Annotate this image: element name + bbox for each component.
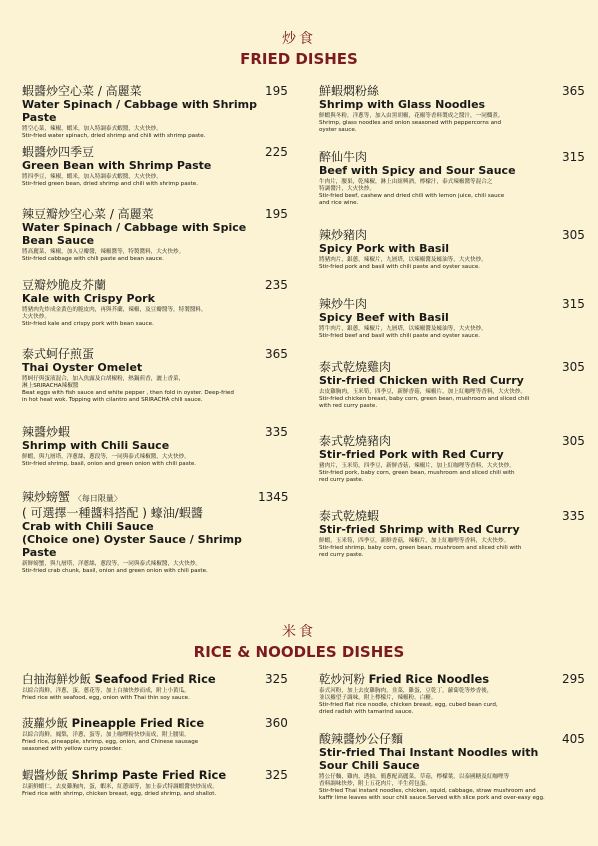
menu-item [319, 732, 559, 802]
item-description-line: Stir-fried crab chunk, basil, onion and green onion with chili paste. [22, 568, 208, 574]
item-name-en: Shrimp with Chili Sauce [22, 439, 170, 452]
item-description-line: 將公仔麵，雞肉，透抽，簡蔥配高麗菜，草菇，檸檬葉，以泰國糖及紅咖哩等 [319, 774, 510, 780]
item-name-zh [22, 84, 272, 98]
item-description-line: Stir-fried water spinach, dried shrimp and chili with shrimp paste. [22, 133, 206, 139]
menu-item [22, 84, 272, 140]
item-name-zh-text: 泰式乾燒蝦 [319, 509, 380, 523]
item-description [319, 179, 559, 207]
item-name-zh [22, 347, 272, 361]
item-name-en: Fried Rice Noodles [368, 672, 490, 686]
item-name-zh-text: 蝦醬炒四季豆 [22, 145, 95, 159]
item-title [22, 768, 272, 782]
item-description [22, 784, 272, 798]
fried-title-zh: 炒食 [282, 31, 316, 47]
item-description-line: oyster sauce. [319, 127, 357, 133]
rice-title-en: RICE & NOODLES DISHES [193, 643, 405, 661]
item-description-line: 以綜合海鮮，鳳梨，洋蔥，蛋等，加上咖哩粉快炒而成，附上腰果。 [22, 732, 190, 738]
item-name-zh-text: 蝦醬炒空心菜 / 高麗菜 [22, 84, 142, 98]
menu-item [319, 509, 559, 559]
item-description-line: Shrimp, glass noodles and onion seasoned with peppercorns and [319, 120, 502, 126]
item-name-zh-text: 辣炒豬肉 [319, 228, 368, 242]
item-description-line: red curry paste. [319, 552, 364, 558]
item-title [22, 672, 272, 686]
item-description-line: 將豬肉先炸成金黃色的脆皮肉，再與芥蘭，辣椒，及豆瓣醬等，特製醬料， [22, 307, 207, 313]
item-name-zh: 菠蘿炒飯 [22, 716, 68, 730]
menu-item [22, 490, 272, 575]
item-name-zh-text: 辣炒螃蟹 [22, 490, 71, 504]
item-description-line: kaffir lime leaves with sour chili sauce.Served with slice pork and over-easy egg. [319, 795, 545, 801]
item-price: 325 [265, 672, 288, 686]
item-name-zh [22, 425, 272, 439]
item-name-en: Water Spinach / Cabbage with Spice [22, 221, 247, 234]
item-description-line: Stir-fried beef and basil with chili paste and oyster sauce. [319, 333, 480, 339]
item-description [319, 389, 559, 410]
rice-section-title [0, 624, 598, 661]
menu-item [22, 145, 272, 188]
item-description [22, 454, 272, 468]
item-name-zh [22, 278, 272, 292]
item-price: 405 [562, 732, 585, 746]
menu-item [22, 425, 272, 468]
item-name-en: Bean Sauce [22, 234, 95, 247]
item-name-en: Stir-fried Chicken with Red Curry [319, 374, 524, 387]
item-description-line: 並以羅望子調味，附上檸檬片，辣椒粉，白糖。 [319, 695, 437, 701]
menu-item [22, 347, 272, 404]
item-name-zh [319, 297, 559, 311]
item-price: 235 [265, 278, 288, 292]
item-description [22, 126, 272, 140]
item-description-line: Fried rice with shrimp, chicken breast, egg, dried shrimp, and shallot. [22, 791, 217, 797]
item-description-line: Stir-fried pork, baby corn, green bean, mushroom and sliced chili with [319, 470, 515, 476]
item-name-en: Pineapple Fried Rice [71, 716, 205, 730]
item-name-en: Sour Chili Sauce [319, 759, 420, 772]
item-description-line: and rice wine. [319, 200, 359, 206]
item-description [22, 249, 272, 263]
item-name-en: Green Bean with Shrimp Paste [22, 159, 212, 172]
item-description [319, 774, 559, 802]
menu-item [22, 768, 272, 798]
item-description-line: Fried rice, pineapple, shrimp, egg, onion, and Chinese sausage [22, 739, 199, 745]
item-description-line: Beat eggs with fish sauce and white pepper , then fold in oyster. Deep-fried [22, 390, 234, 396]
item-description-line: 將牛肉片，銀蔥，辣椒片，九層塔，以辣椒醬及蠔油等，大火快炒。 [319, 326, 487, 332]
item-description-line: Stir-fried cabbage with chili paste and bean sauce. [22, 256, 164, 262]
item-description-line: Stir-fried beef, cashew and dried chili with lemon juice, chili sauce [319, 193, 505, 199]
item-name-en: Kale with Crispy Pork [22, 292, 155, 305]
item-description-line: 將四季豆，辣椒，蝦米，加入特調泰式蝦醬，大火快炒。 [22, 174, 162, 180]
item-name-zh-text: 辣炒牛肉 [319, 297, 368, 311]
item-name-zh [319, 150, 559, 164]
item-description [22, 307, 272, 328]
item-name-zh [319, 84, 559, 98]
menu-item [319, 434, 559, 484]
item-description-line: 以綜合海鮮，洋蔥，蛋，蔥花等，加上白抽快炒而成，附上小黃瓜。 [22, 688, 190, 694]
item-description-line: Stir-fried shrimp, basil, onion and green onion with chili paste. [22, 461, 197, 467]
item-price: 225 [265, 145, 288, 159]
item-description [319, 257, 559, 271]
menu-item [22, 207, 272, 263]
item-name-en: Stir-fried Thai Instant Noodles with [319, 746, 539, 759]
item-description-line: 將高麗菜，辣椒，加入豆瓣醬，辣椒醬等，特製醬料，大火快炒。 [22, 249, 185, 255]
item-price: 1345 [258, 490, 289, 504]
item-price: 195 [265, 84, 288, 98]
item-description-line: 鮮蝦，與九層塔，洋蔥絲，蔥段等，一同與泰式辣椒醬，大火快炒。 [22, 454, 190, 460]
item-description-line: 鮮蝦，玉米筍，四季豆，新鮮香菇，辣椒片，加上紅咖哩等香料，大火快炒。 [319, 538, 510, 544]
menu-item [22, 716, 272, 753]
item-price: 295 [562, 672, 585, 686]
item-description-line: Stir-fried shrimp, baby corn, green bean, mushroom and sliced chili with [319, 545, 522, 551]
item-description [22, 561, 272, 575]
item-description-line: dried radish with tamarind sauce. [319, 709, 414, 715]
fried-section-title [0, 31, 598, 68]
item-name-en: Stir-fried Pork with Red Curry [319, 448, 504, 461]
item-name-en: Shrimp with Glass Noodles [319, 98, 486, 111]
item-description-line: red curry paste. [319, 477, 364, 483]
item-name-en: Seafood Fried Rice [94, 672, 216, 686]
item-name-en: Thai Oyster Omelet [22, 361, 143, 374]
item-description-line: 新鮮螃蟹，與九層塔，洋蔥絲，蔥段等，一同與泰式辣椒醬，大火快炒。 [22, 561, 202, 567]
item-description-line: 將蚵仔與蛋液混合，加入魚露及白胡椒粉，熱鍋煎香，灑上香菜， [22, 376, 185, 382]
item-name-zh-text: 泰式乾燒豬肉 [319, 434, 392, 448]
item-price: 305 [562, 434, 585, 448]
item-description-line: 特調醬汁，大火快炒。 [319, 186, 375, 192]
item-description-line: 鮮蝦與冬粉，洋蔥等，加入由黑胡椒，花椒等香料製成之醬汁，一同燜煮。 [319, 113, 504, 119]
item-description-line: 去皮雞胸肉，玉米筍，四季豆，新鮮香菇，辣椒片，加上紅咖哩等香料，大火快炒。 [319, 389, 526, 395]
item-description [22, 688, 272, 702]
item-price: 305 [562, 360, 585, 374]
item-description [319, 463, 559, 484]
item-description-line: Stir-fried flat rice noodle, chicken breast, egg, cubed bean curd, [319, 702, 498, 708]
item-name-zh [22, 207, 272, 221]
menu-item [319, 150, 559, 207]
item-name-zh [319, 360, 559, 374]
item-name-zh-text: 泰式蚵仔煎蛋 [22, 347, 95, 361]
item-description-line: 將豬肉片，銀蔥，辣椒片，九層塔，以辣椒醬及蠔油等，大火快炒。 [319, 257, 487, 263]
item-description-line: Stir-fried Thai instant noodles, chicken, squid, cabbage, straw mushroom and [319, 788, 536, 794]
item-description [319, 326, 559, 340]
item-description-line: 大火快炒。 [22, 314, 50, 320]
item-name-en: Spicy Beef with Basil [319, 311, 449, 324]
item-description-line: 豬肉片，玉米筍，四季豆，新鮮香菇，辣椒片，加上紅咖哩等香料，大火快炒。 [319, 463, 515, 469]
item-description [22, 376, 272, 404]
item-description [319, 688, 559, 716]
item-name-en: Water Spinach / Cabbage with Shrimp Paste [22, 98, 257, 124]
item-title [319, 672, 559, 686]
item-description-line: Stir-fried pork and basil with chili paste and oyster sauce. [319, 264, 481, 270]
item-price: 335 [265, 425, 288, 439]
item-description-line: 香料調味快炒，附上五花肉片，半生荷包蛋。 [319, 781, 431, 787]
item-description-line: Stir-fried kale and crispy pork with bean sauce. [22, 321, 154, 327]
menu-item [22, 278, 272, 328]
item-note: 〈每日限量〉 [73, 494, 122, 503]
item-price: 365 [562, 84, 585, 98]
menu-item [319, 84, 559, 134]
item-name-zh: 乾炒河粉 [319, 672, 365, 686]
item-description-line: 淋上SRIRACHA辣椒醬 [22, 383, 79, 389]
item-description-line: Stir-fried chicken breast, baby corn, green bean, mushroom and sliced chili [319, 396, 530, 402]
menu-item [319, 672, 559, 716]
item-name-zh: 白抽海鮮炒飯 [22, 672, 91, 686]
item-description-line: 以新鮮蝦仁，去皮雞胸肉，蛋，蝦米，紅蔥頭等，加上泰式特調蝦醬快炒而成。 [22, 784, 218, 790]
item-name-en: Stir-fried Shrimp with Red Curry [319, 523, 520, 536]
item-title [22, 716, 272, 730]
menu-item [22, 672, 272, 702]
item-description-line: Stir-fried green bean, dried shrimp and chili with shrimp paste. [22, 181, 198, 187]
fried-title-en: FRIED DISHES [240, 50, 358, 68]
item-name-zh [319, 509, 559, 523]
item-description-line: 泰式河粉，加上去皮雞胸肉，韭菜，雞蛋，豆乾丁，蘿蔔乾等炒香後， [319, 688, 493, 694]
menu-item [319, 228, 559, 271]
item-name-zh-line2: ( 可選擇一種醬料搭配 ) 蠔油/蝦醬 [22, 506, 203, 520]
item-description [319, 538, 559, 559]
item-price: 195 [265, 207, 288, 221]
item-name-zh-text: 酸辣醬炒公仔麵 [319, 732, 404, 746]
item-description [22, 174, 272, 188]
item-description-line: 將空心菜，辣椒，蝦米，加入特調泰式蝦醬，大火快炒。 [22, 126, 162, 132]
item-name-zh-text: 鮮蝦燜粉絲 [319, 84, 380, 98]
item-price: 305 [562, 228, 585, 242]
item-name-zh [22, 145, 272, 159]
item-name-zh-text: 泰式乾燒雞肉 [319, 360, 392, 374]
item-name-zh [319, 228, 559, 242]
item-price: 335 [562, 509, 585, 523]
item-price: 360 [265, 716, 288, 730]
item-description-line: with red curry paste. [319, 403, 378, 409]
rice-title-zh: 米食 [282, 624, 316, 640]
item-name-zh: 蝦醬炒飯 [22, 768, 68, 782]
item-name-en: Beef with Spicy and Sour Sauce [319, 164, 516, 177]
menu-item [319, 297, 559, 340]
menu-item [319, 360, 559, 410]
item-description-line: in hot heat wok. Topping with cilantro and SRIRACHA chili sauce. [22, 397, 203, 403]
item-name-en: Crab with Chili Sauce [22, 520, 154, 533]
item-description [319, 113, 559, 134]
item-name-zh-text: 辣醬炒蝦 [22, 425, 71, 439]
item-name-zh-text: 豆瓣炒脆皮芥蘭 [22, 278, 107, 292]
item-name-zh [319, 732, 559, 746]
item-price: 325 [265, 768, 288, 782]
item-name-zh [22, 490, 272, 506]
item-description-line: seasoned with yellow curry powder. [22, 746, 123, 752]
item-name-en: Spicy Pork with Basil [319, 242, 450, 255]
item-name-en: Shrimp Paste Fried Rice [71, 768, 227, 782]
item-name-zh-text: 醉仙牛肉 [319, 150, 368, 164]
item-description [22, 732, 272, 753]
item-description-line: 牛肉片，腰果，乾辣椒，淋上由紐興酒，檸檬汁，泰式辣椒醬等混合之 [319, 179, 493, 185]
item-name-zh-text: 辣豆瓣炒空心菜 / 高麗菜 [22, 207, 154, 221]
item-price: 315 [562, 150, 585, 164]
item-price: 315 [562, 297, 585, 311]
item-name-zh [319, 434, 559, 448]
item-name-en: (Choice one) Oyster Sauce / Shrimp Paste [22, 533, 242, 559]
item-description-line: Fried rice with seafood, egg, onion with Thai thin soy sauce. [22, 695, 190, 701]
item-price: 365 [265, 347, 288, 361]
